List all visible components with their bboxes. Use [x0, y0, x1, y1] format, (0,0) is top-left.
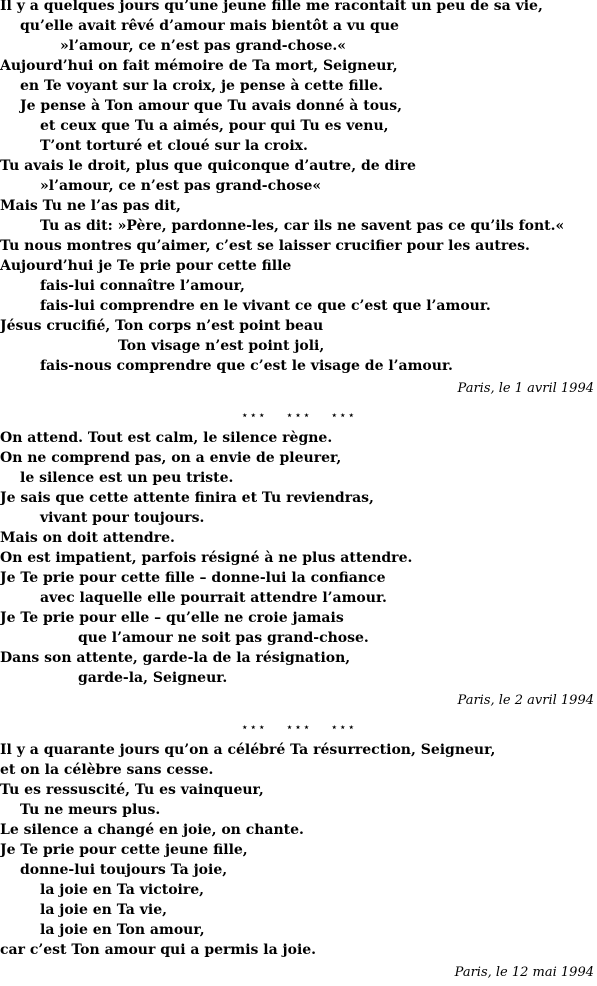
poem-line: fais-nous comprendre que c’est le visage de l’amour. — [40, 358, 453, 374]
section-separator: ⋆⋆⋆ ⋆⋆⋆ ⋆⋆⋆ — [240, 720, 357, 734]
date-signature: Paris, le 12 mai 1994 — [454, 965, 594, 980]
poem-line: fais-lui comprendre en le vivant ce que c’est que l’amour. — [40, 298, 491, 314]
poem-line: Tu as dit: »Père, pardonne-les, car ils ne savent pas ce qu’ils font.« — [40, 218, 565, 234]
poem-line: Il y a quarante jours qu’on a célébré Ta résurrection, Seigneur, — [0, 742, 496, 758]
poem-line: Je Te prie pour elle – qu’elle ne croie jamais — [0, 610, 344, 626]
poem-line: la joie en Ton amour, — [40, 922, 205, 938]
poem-line: On est impatient, parfois résigné à ne plus attendre. — [0, 550, 413, 566]
poem-line: Aujourd’hui on fait mémoire de Ta mort, Seigneur, — [0, 58, 398, 74]
poem-line: et ceux que Tu a aimés, pour qui Tu es venu, — [40, 118, 389, 134]
poem-line: fais-lui connaître l’amour, — [40, 278, 245, 294]
poem-line: T’ont torturé et cloué sur la croix. — [40, 138, 308, 154]
poem-line: Le silence a changé en joie, on chante. — [0, 822, 304, 838]
poem-line: Je Te prie pour cette fille – donne-lui la confiance — [0, 570, 386, 586]
poem-line: la joie en Ta vie, — [40, 902, 167, 918]
poem-line: »l’amour, ce n’est pas grand-chose« — [40, 178, 322, 194]
poem-line: On attend. Tout est calm, le silence règne. — [0, 430, 333, 446]
poem-line: Il y a quelques jours qu’une jeune fille me racontait un peu de sa vie, — [0, 0, 543, 14]
poem-line: qu’elle avait rêvé d’amour mais bientôt a vu que — [20, 18, 399, 34]
poem-line: et on la célèbre sans cesse. — [0, 762, 214, 778]
poem-line: donne-lui toujours Ta joie, — [20, 862, 228, 878]
poem-line: vivant pour toujours. — [40, 510, 205, 526]
poem-line: Aujourd’hui je Te prie pour cette fille — [0, 258, 292, 274]
poem-line: garde-la, Seigneur. — [78, 670, 228, 686]
date-signature: Paris, le 2 avril 1994 — [457, 693, 594, 708]
date-signature: Paris, le 1 avril 1994 — [457, 381, 594, 396]
poem-line: Tu avais le droit, plus que quiconque d’autre, de dire — [0, 158, 416, 174]
poem-line: le silence est un peu triste. — [20, 470, 234, 486]
poem-line: Mais Tu ne l’as pas dit, — [0, 198, 181, 214]
poem-line: en Te voyant sur la croix, je pense à cette fille. — [20, 78, 384, 94]
poem-line: Je sais que cette attente finira et Tu reviendras, — [0, 490, 374, 506]
section-separator: ⋆⋆⋆ ⋆⋆⋆ ⋆⋆⋆ — [240, 408, 357, 422]
poem-line: »l’amour, ce n’est pas grand-chose.« — [60, 38, 347, 54]
poem-line: Jésus crucifié, Ton corps n’est point beau — [0, 318, 324, 334]
poem-line: avec laquelle elle pourrait attendre l’amour. — [40, 590, 387, 606]
poem-line: la joie en Ta victoire, — [40, 882, 205, 898]
poem-line: Je pense à Ton amour que Tu avais donné à tous, — [20, 98, 402, 114]
poem-line: Tu ne meurs plus. — [20, 802, 161, 818]
poem-line: On ne comprend pas, on a envie de pleurer, — [0, 450, 342, 466]
poem-line: Dans son attente, garde-la de la résignation, — [0, 650, 351, 666]
poem-line: que l’amour ne soit pas grand-chose. — [78, 630, 369, 646]
poem-line: Mais on doit attendre. — [0, 530, 175, 546]
poem-line: Je Te prie pour cette jeune fille, — [0, 842, 248, 858]
poem-line: Tu es ressuscité, Tu es vainqueur, — [0, 782, 264, 798]
poem-line: Tu nous montres qu’aimer, c’est se laisser crucifier pour les autres. — [0, 238, 530, 254]
poem-line: car c’est Ton amour qui a permis la joie. — [0, 942, 317, 958]
poem-line: Ton visage n’est point joli, — [118, 338, 325, 354]
